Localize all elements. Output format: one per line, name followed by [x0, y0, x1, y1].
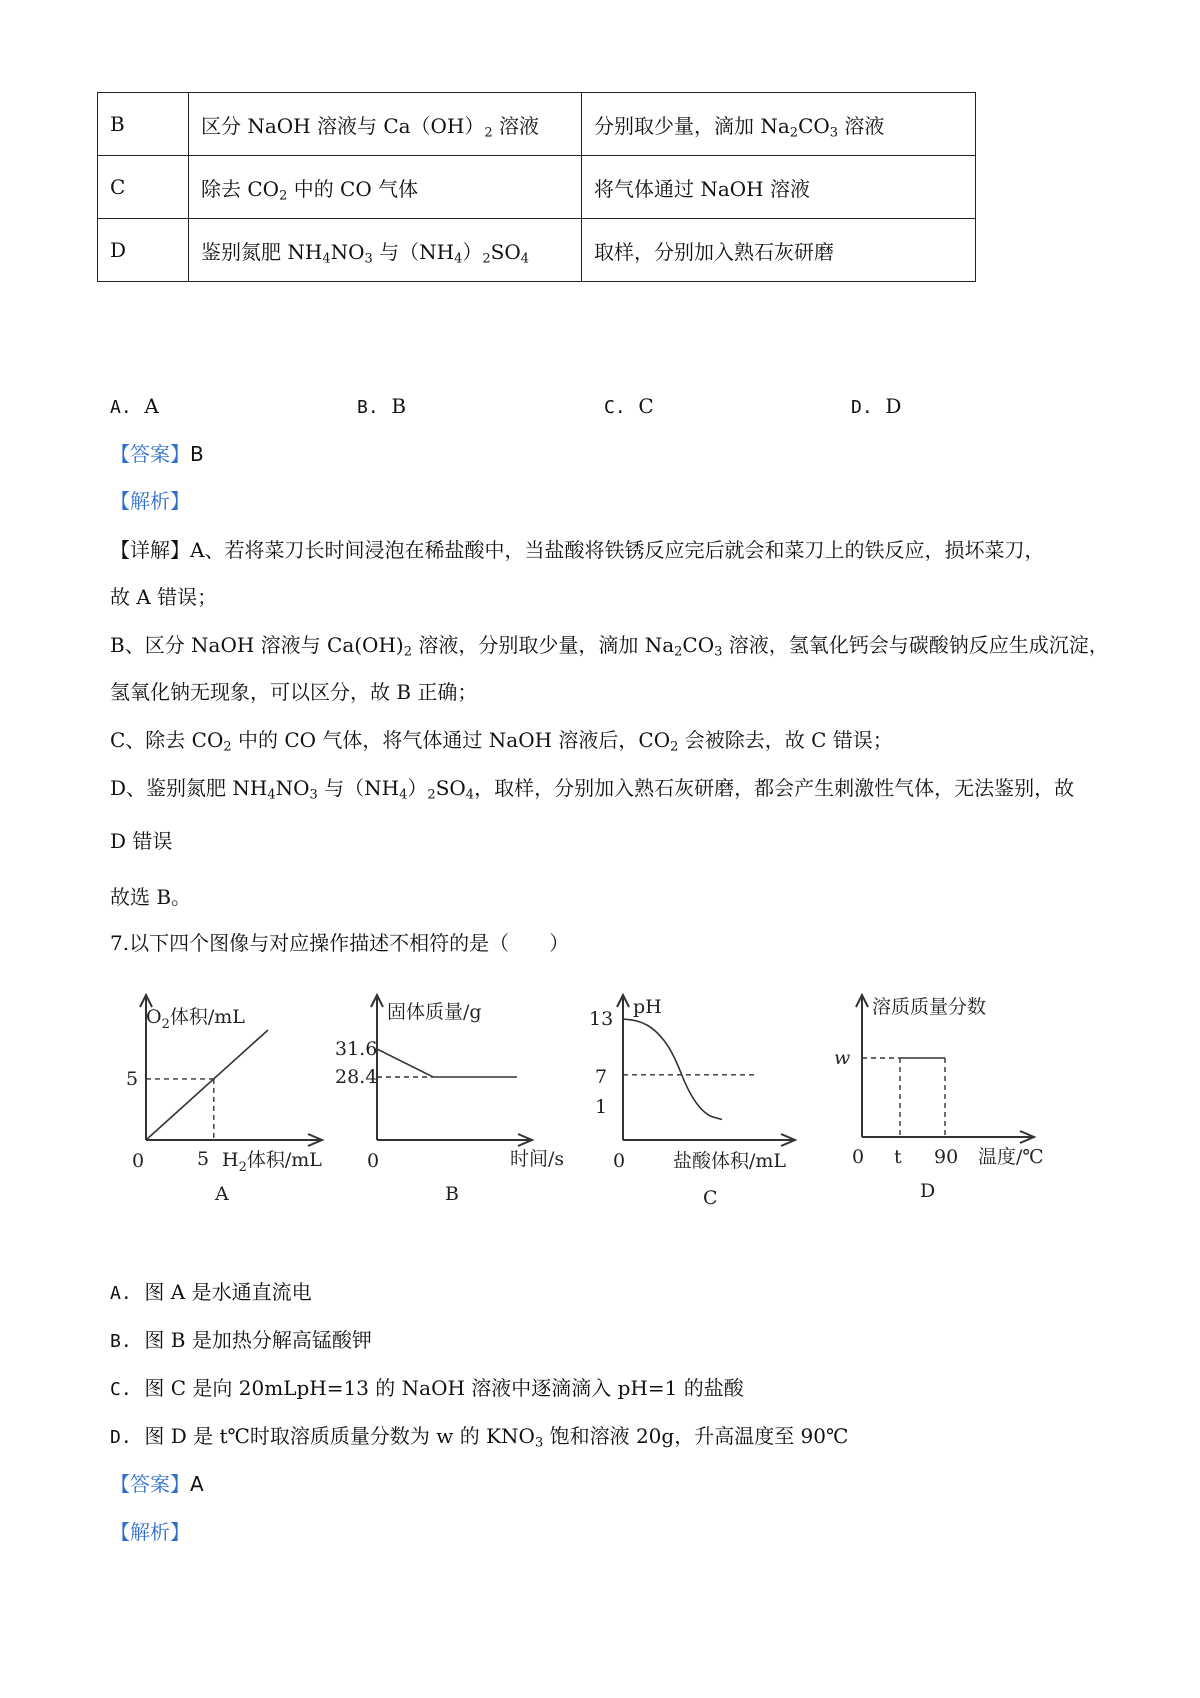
chart-d-caption: D	[920, 1180, 936, 1202]
chart-a-x-tick: 5	[197, 1148, 210, 1170]
table-cell-option: B	[98, 93, 189, 156]
chart-b-x-axis	[377, 1134, 532, 1146]
chart-c-xlabel: 盐酸体积/mL	[673, 1150, 787, 1172]
chart-c-origin: 0	[613, 1150, 626, 1172]
q6-detail-line-7: D 错误	[110, 829, 173, 853]
chart-a-line	[146, 1030, 268, 1140]
chart-c-y-tick-7: 7	[595, 1066, 608, 1088]
chart-d-x-tick-t: t	[894, 1146, 902, 1168]
chart-d-ylabel: 溶质质量分数	[872, 996, 987, 1018]
table-row	[98, 93, 976, 156]
chart-d-y-axis	[856, 995, 868, 1137]
chart-d-origin: 0	[852, 1146, 865, 1168]
table-cell-task: 除去 $CO_2$ 中的 CO 气体	[189, 156, 582, 219]
chart-b-origin: 0	[367, 1150, 380, 1172]
chart-a-xlabel: $H_2$体积/mL	[222, 1149, 322, 1175]
q6-detail-line-1: 【详解】A、若将菜刀长时间浸泡在稀盐酸中，当盐酸将铁锈反应完后就会和菜刀上的铁反应，损坏菜刀，	[110, 538, 1045, 562]
q7-analysis-tag: 【解析】	[110, 1520, 190, 1544]
table-cell-task: 区分 NaOH 溶液与 $Ca(OH)_2$ 溶液	[189, 93, 582, 156]
chart-c-curve	[623, 1019, 722, 1120]
chart-a-origin: 0	[132, 1150, 145, 1172]
table-cell-method: 分别取少量，滴加 $Na_2CO_3$ 溶液	[582, 93, 976, 156]
options-table	[97, 92, 976, 282]
q6-option-b: B. B	[357, 394, 407, 418]
chart-c	[585, 985, 820, 1210]
chart-b	[335, 985, 585, 1205]
chart-a	[110, 985, 340, 1205]
chart-b-caption: B	[445, 1183, 459, 1205]
q7-option-d: D. 图 D 是 t℃时取溶质质量分数为 w 的 $KNO_3$ 饱和溶液 20g，升高温度至 90℃	[110, 1424, 849, 1451]
table-cell-method: 将气体通过 NaOH 溶液	[582, 156, 976, 219]
chart-c-caption: C	[703, 1187, 718, 1209]
chart-c-y-tick-13: 13	[589, 1008, 614, 1030]
chart-b-xlabel: 时间/s	[510, 1148, 565, 1170]
q6-analysis-tag: 【解析】	[110, 489, 190, 513]
q7-option-a: A. 图 A 是水通直流电	[110, 1280, 312, 1304]
table-cell-option: C	[98, 156, 189, 219]
q6-answer: 【答案】B	[110, 442, 204, 466]
chart-c-y-axis	[617, 995, 629, 1140]
table-cell-task: 鉴别氮肥 $NH_4NO_3$ 与$(NH_4)_2SO_4$	[189, 219, 582, 282]
chart-c-ylabel: pH	[633, 996, 662, 1018]
q6-option-c: C. C	[604, 394, 654, 418]
q6-detail-line-2: 故 A 错误；	[110, 585, 218, 609]
chart-d-xlabel: 温度/℃	[978, 1146, 1044, 1168]
chart-b-ylabel: 固体质量/g	[387, 1001, 482, 1023]
q6-detail-line-5: C、除去 $CO_2$ 中的 CO 气体，将气体通过 NaOH 溶液后，$CO_2$ 会被除去，故 C 错误；	[110, 728, 893, 755]
table-cell-option: D	[98, 219, 189, 282]
q7-option-b: B. 图 B 是加热分解高锰酸钾	[110, 1328, 372, 1352]
q6-option-a: A. A	[110, 394, 159, 418]
chart-c-y-tick-1: 1	[595, 1096, 608, 1118]
chart-b-y-tick-2: 28.4	[335, 1066, 378, 1088]
q7-option-c: C. 图 C 是向 20mLpH=13 的 NaOH 溶液中逐滴滴入 pH=1 的盐酸	[110, 1376, 744, 1400]
q7-stem: 7.以下四个图像与对应操作描述不相符的是（ ）	[110, 931, 570, 955]
q6-detail-line-4: 氢氧化钠无现象，可以区分，故 B 正确；	[110, 680, 478, 704]
q6-detail-line-6: D、鉴别氮肥 $NH_4NO_3$ 与$(NH_4)_2SO_4$，取样，分别加入熟石灰研磨，都会产生刺激性气体，无法鉴别，故	[110, 776, 1075, 803]
chart-b-line	[377, 1049, 517, 1077]
chart-d-x-axis	[862, 1131, 1034, 1143]
chart-a-y-tick: 5	[126, 1068, 139, 1090]
table-row	[98, 219, 976, 282]
chart-d-y-tick-w: w	[834, 1047, 851, 1069]
q7-answer: 【答案】A	[110, 1472, 204, 1496]
chart-d-x-tick-90: 90	[934, 1146, 959, 1168]
table-row	[98, 156, 976, 219]
table-cell-method: 取样，分别加入熟石灰研磨	[582, 219, 976, 282]
chart-c-x-axis	[623, 1134, 795, 1146]
chart-d	[820, 985, 1060, 1205]
chart-a-ylabel: $O_2$体积/mL	[146, 1006, 245, 1032]
q6-conclusion: 故选 B。	[110, 885, 192, 909]
chart-a-caption: A	[215, 1183, 229, 1205]
chart-b-y-tick-1: 31.6	[335, 1038, 378, 1060]
q6-option-d: D. D	[851, 394, 902, 418]
chart-a-x-axis	[146, 1134, 322, 1146]
q6-detail-line-3: B、区分 NaOH 溶液与 $Ca(OH)_2$ 溶液，分别取少量，滴加 $Na_2CO_3$ 溶液，氢氧化钙会与碳酸钠反应生成沉淀，	[110, 633, 1109, 660]
